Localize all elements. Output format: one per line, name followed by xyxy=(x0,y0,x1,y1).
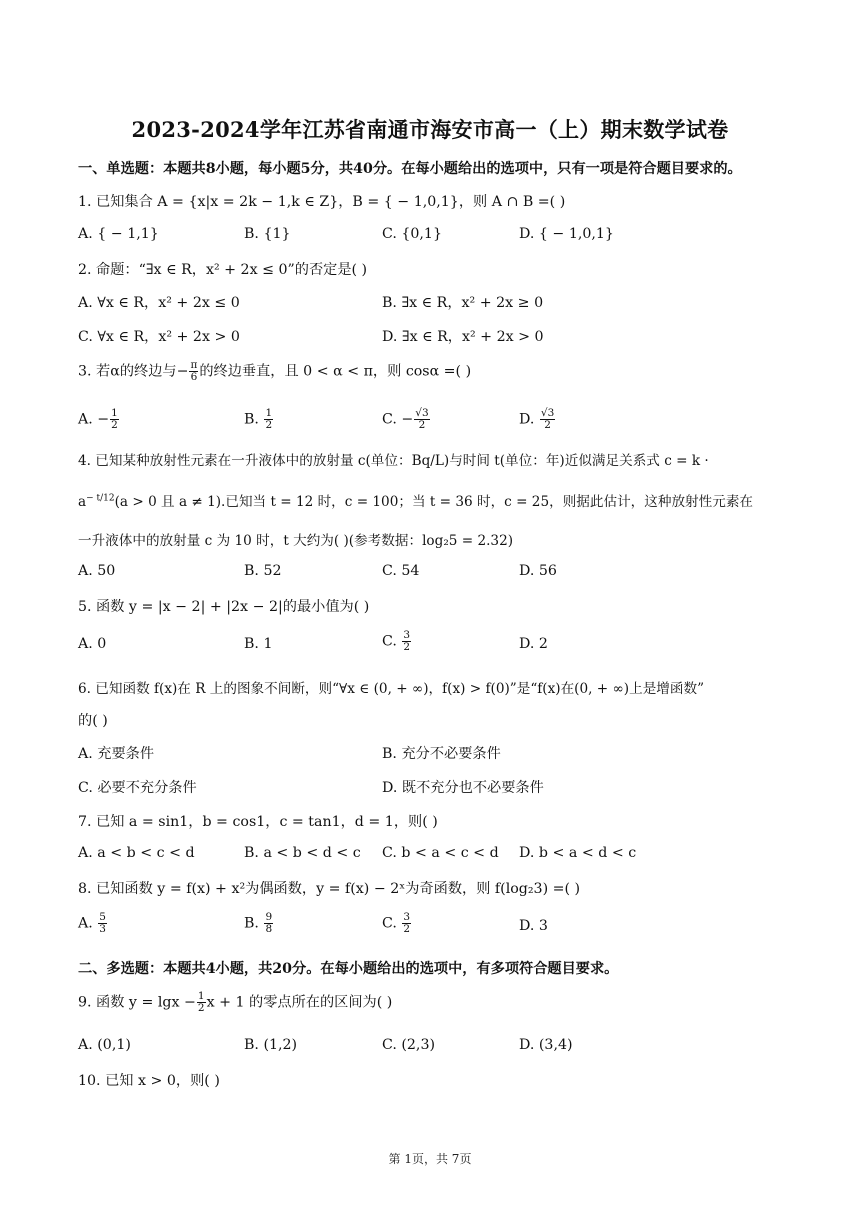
question-8-option-b xyxy=(244,912,274,935)
one-half-fraction xyxy=(197,991,206,1014)
fraction-numerator: 3 xyxy=(403,911,411,923)
question-6-line-1: 6. 已知函数 f(x)在 R 上的图象不间断，则“∀x ∈ (0, + ∞)，f(x) > f(0)”是“f(x)在(0, + ∞)上是增函数” xyxy=(78,681,705,697)
question-4-option-a: A. 50 xyxy=(78,563,116,579)
question-8-option-c xyxy=(382,912,412,935)
fraction-denominator: 2 xyxy=(403,641,411,654)
question-5-option-d: D. 2 xyxy=(519,636,548,652)
question-6-option-b: B. 充分不必要条件 xyxy=(382,746,501,762)
option-fraction xyxy=(414,408,429,431)
question-7-option-c: C. b < a < c < d xyxy=(382,845,499,861)
option-fraction xyxy=(402,630,411,653)
fraction-numerator: 3 xyxy=(403,629,411,641)
fraction-numerator: 9 xyxy=(265,911,273,923)
question-6-option-a: A. 充要条件 xyxy=(78,746,155,762)
fraction-numerator: 5 xyxy=(99,911,106,923)
fraction-numerator: √3 xyxy=(540,407,555,419)
fraction-numerator: π xyxy=(190,359,198,371)
question-9-stem xyxy=(78,991,392,1014)
question-9-stem-start: 9. 函数 y = lgx − xyxy=(78,994,196,1011)
question-1-option-d: D. { − 1,0,1} xyxy=(519,226,614,242)
fraction-denominator: 2 xyxy=(544,419,551,432)
fraction-numerator: 1 xyxy=(111,407,118,419)
fraction-denominator: 3 xyxy=(99,923,106,936)
pi-over-6-fraction xyxy=(189,360,198,383)
question-5-stem: 5. 函数 y = |x − 2| + |2x − 2|的最小值为( ) xyxy=(78,599,370,615)
question-2-option-b: B. ∃x ∈ R，x² + 2x ≥ 0 xyxy=(382,295,544,311)
question-2-option-c: C. ∀x ∈ R，x² + 2x > 0 xyxy=(78,329,240,345)
exponent: − t/12 xyxy=(86,493,115,504)
option-fraction xyxy=(540,408,555,431)
question-1-stem: 1. 已知集合 A = {x|x = 2k − 1,k ∈ Z}，B = { − 1,0,1}，则 A ∩ B =( ) xyxy=(78,194,566,210)
question-3-stem xyxy=(78,360,471,383)
fraction-denominator: 8 xyxy=(265,923,273,936)
question-1-option-c: C. {0,1} xyxy=(382,226,442,242)
section-heading-single-choice: 一、单选题：本题共8小题，每小题5分，共40分。在每小题给出的选项中，只有一项是符合题目要求的。 xyxy=(78,161,742,177)
option-label: B. xyxy=(244,915,264,932)
question-2-option-d: D. ∃x ∈ R，x² + 2x > 0 xyxy=(382,329,544,345)
question-4-option-c: C. 54 xyxy=(382,563,420,579)
question-3-stem-start: 3. 若α的终边与− xyxy=(78,363,189,380)
question-5-option-a: A. 0 xyxy=(78,636,107,652)
question-7-option-a: A. a < b < c < d xyxy=(78,845,195,861)
question-10-stem: 10. 已知 x > 0，则( ) xyxy=(78,1073,220,1089)
question-4-option-d: D. 56 xyxy=(519,563,557,579)
question-1-option-a: A. { − 1,1} xyxy=(78,226,159,242)
question-9-option-a: A. (0,1) xyxy=(78,1037,131,1053)
question-9-stem-end: x + 1 的零点所在的区间为( ) xyxy=(206,994,393,1011)
option-fraction xyxy=(264,408,273,431)
question-8-stem: 8. 已知函数 y = f(x) + x²为偶函数，y = f(x) − 2ˣ为奇函数，则 f(log₂3) =( ) xyxy=(78,881,581,897)
option-fraction xyxy=(98,912,107,935)
question-3-option-a xyxy=(78,408,120,431)
fraction-denominator: 2 xyxy=(403,923,411,936)
fraction-denominator: 2 xyxy=(265,419,273,432)
question-4-option-b: B. 52 xyxy=(244,563,282,579)
section-heading-multiple-choice: 二、多选题：本题共4小题，共20分。在每小题给出的选项中，有多项符合题目要求。 xyxy=(78,961,619,977)
fraction-numerator: 1 xyxy=(197,990,205,1002)
fraction-denominator: 2 xyxy=(197,1002,205,1015)
option-fraction xyxy=(264,912,273,935)
fraction-denominator: 6 xyxy=(190,371,198,384)
question-6-option-c: C. 必要不充分条件 xyxy=(78,780,197,796)
option-label: A. − xyxy=(78,411,110,428)
question-8-option-a xyxy=(78,912,108,935)
option-label: B. xyxy=(244,411,264,428)
option-label: C. xyxy=(382,633,402,650)
fraction-numerator: √3 xyxy=(415,407,429,419)
question-6-option-d: D. 既不充分也不必要条件 xyxy=(382,780,544,796)
question-7-option-d: D. b < a < d < c xyxy=(519,845,637,861)
page-footer: 第 1页，共 7页 xyxy=(388,1152,472,1166)
question-1-option-b: B. {1} xyxy=(244,226,291,242)
question-3-option-b xyxy=(244,408,274,431)
question-2-option-a: A. ∀x ∈ R，x² + 2x ≤ 0 xyxy=(78,295,240,311)
question-9-option-c: C. (2,3) xyxy=(382,1037,436,1053)
option-label: C. − xyxy=(382,411,414,428)
question-5-option-b: B. 1 xyxy=(244,636,273,652)
fraction-denominator: 2 xyxy=(418,419,426,432)
base-a: a xyxy=(78,494,87,510)
question-9-option-d: D. (3,4) xyxy=(519,1037,573,1053)
question-7-stem: 7. 已知 a = sin1，b = cos1，c = tan1，d = 1，则( ) xyxy=(78,814,438,830)
question-5-option-c xyxy=(382,630,412,653)
question-4-line-3: 一升液体中的放射量 c 为 10 时，t 大约为( )(参考数据：log₂5 = 2.32) xyxy=(78,533,514,549)
question-9-option-b: B. (1,2) xyxy=(244,1037,298,1053)
question-2-stem: 2. 命题：“∃x ∈ R，x² + 2x ≤ 0”的否定是( ) xyxy=(78,262,368,278)
question-3-option-d xyxy=(519,408,556,431)
question-3-stem-end: 的终边垂直，且 0 < α < π，则 cosα =( ) xyxy=(199,363,472,380)
question-4-line-1: 4. 已知某种放射性元素在一升液体中的放射量 c(单位：Bq/L)与时间 t(单位：年)近似满足关系式 c = k · xyxy=(78,453,709,469)
option-fraction xyxy=(402,912,411,935)
question-3-option-c xyxy=(382,408,431,431)
question-6-line-2: 的( ) xyxy=(78,713,108,729)
question-4-line-2 xyxy=(78,490,753,510)
fraction-numerator: 1 xyxy=(265,407,273,419)
question-4-line-2-rest: (a > 0 且 a ≠ 1).已知当 t = 12 时，c = 100；当 t = 36 时，c = 25，则据此估计，这种放射性元素在 xyxy=(114,494,754,510)
option-label: A. xyxy=(78,915,98,932)
option-fraction xyxy=(110,408,119,431)
question-8-option-d: D. 3 xyxy=(519,918,548,934)
fraction-denominator: 2 xyxy=(111,419,118,432)
option-label: C. xyxy=(382,915,402,932)
page-title: 2023-2024学年江苏省南通市海安市高一（上）期末数学试卷 xyxy=(131,117,729,142)
option-label: D. xyxy=(519,411,539,428)
question-7-option-b: B. a < b < d < c xyxy=(244,845,361,861)
